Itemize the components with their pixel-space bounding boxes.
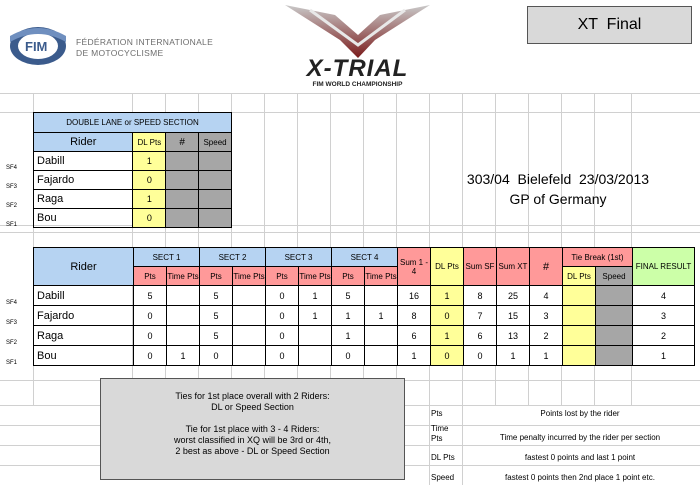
results-cell xyxy=(563,326,596,346)
dl-dlpts: 0 xyxy=(133,171,166,190)
col-pts: Pts xyxy=(266,267,299,286)
dl-rider: Dabill xyxy=(34,152,133,171)
results-cell xyxy=(299,326,332,346)
results-cell xyxy=(596,346,633,366)
ties-info-box xyxy=(100,378,405,480)
ties-line: Ties for 1st place overall with 2 Riders: xyxy=(175,391,330,401)
results-cell: 1 xyxy=(299,286,332,306)
ties-line: Tie for 1st place with 3 - 4 Riders: xyxy=(185,424,320,434)
results-row xyxy=(34,346,695,366)
dl-dlpts: 0 xyxy=(133,209,166,228)
results-cell: 6 xyxy=(398,326,431,346)
dl-speed-cell xyxy=(199,152,232,171)
results-rider: Fajardo xyxy=(34,306,134,326)
col-pts: Pts xyxy=(332,267,365,286)
results-cell: 1 xyxy=(497,346,530,366)
dl-row xyxy=(34,209,232,228)
results-cell: 1 xyxy=(365,306,398,326)
results-cell: 0 xyxy=(134,306,167,326)
results-cell: 8 xyxy=(398,306,431,326)
results-cell xyxy=(167,326,200,346)
results-cell: 16 xyxy=(398,286,431,306)
event-line2: GP of Germany xyxy=(509,191,607,207)
fim-line1: FÉDÉRATION INTERNATIONALE xyxy=(76,37,214,47)
col-time-pts: Time Pts xyxy=(167,267,200,286)
dl-row-tag: SF2 xyxy=(6,203,18,209)
results-cell xyxy=(563,286,596,306)
legend-key: DL Pts xyxy=(431,453,455,462)
results-cell: 0 xyxy=(134,326,167,346)
dl-rider: Raga xyxy=(34,190,133,209)
results-cell: 1 xyxy=(332,326,365,346)
results-cell: 7 xyxy=(464,306,497,326)
results-cell xyxy=(233,306,266,326)
ties-line: 2 best as above - DL or Speed Section xyxy=(175,446,330,456)
sect-header: SECT 3 xyxy=(266,248,332,267)
results-cell: 5 xyxy=(332,286,365,306)
fim-line2: DE MOTOCYCLISME xyxy=(76,48,164,58)
results-cell xyxy=(365,346,398,366)
fim-logo xyxy=(8,22,238,72)
results-cell: 0 xyxy=(464,346,497,366)
col-sum-xt: Sum XT xyxy=(497,248,530,286)
results-cell: 1 xyxy=(633,346,695,366)
results-cell xyxy=(563,346,596,366)
dl-rider: Fajardo xyxy=(34,171,133,190)
dl-row-tag: SF3 xyxy=(6,184,18,190)
results-cell: 4 xyxy=(530,286,563,306)
results-rider: Dabill xyxy=(34,286,134,306)
results-row xyxy=(34,286,695,306)
dl-table-title: DOUBLE LANE or SPEED SECTION xyxy=(34,113,232,133)
results-cell: 0 xyxy=(431,306,464,326)
results-cell: 3 xyxy=(633,306,695,326)
results-cell: 13 xyxy=(497,326,530,346)
results-cell: 0 xyxy=(266,346,299,366)
round-title: XT Final xyxy=(577,16,642,33)
results-cell xyxy=(365,286,398,306)
dl-hash-cell xyxy=(166,190,199,209)
results-cell: 1 xyxy=(332,306,365,326)
dl-row-tag: SF4 xyxy=(6,165,18,171)
double-lane-table xyxy=(33,112,232,228)
xtrial-logo xyxy=(280,0,435,92)
results-cell: 5 xyxy=(200,286,233,306)
col-sum14: Sum 1 - 4 xyxy=(398,248,431,286)
dl-col-rider: Rider xyxy=(34,133,133,152)
col-pts: Pts xyxy=(134,267,167,286)
results-col-rider: Rider xyxy=(34,248,134,286)
legend-key: Time Pts xyxy=(431,424,449,443)
col-time-pts: Time Pts xyxy=(233,267,266,286)
col-time-pts: Time Pts xyxy=(365,267,398,286)
dl-hash-cell xyxy=(166,152,199,171)
results-row xyxy=(34,326,695,346)
results-row xyxy=(34,306,695,326)
round-title-box xyxy=(527,6,692,44)
tb-col-speed: Speed xyxy=(596,267,633,286)
results-cell xyxy=(233,286,266,306)
ties-line: DL or Speed Section xyxy=(211,402,294,412)
results-cell: 0 xyxy=(332,346,365,366)
sect-header: SECT 1 xyxy=(134,248,200,267)
dl-dlpts: 1 xyxy=(133,152,166,171)
results-cell: 5 xyxy=(200,326,233,346)
dl-speed-cell xyxy=(199,190,232,209)
col-sum-sf: Sum SF xyxy=(464,248,497,286)
results-cell xyxy=(233,346,266,366)
results-cell: 15 xyxy=(497,306,530,326)
dl-col-speed: Speed xyxy=(199,133,232,152)
dl-hash-cell xyxy=(166,209,199,228)
dl-row xyxy=(34,171,232,190)
sect-header: SECT 2 xyxy=(200,248,266,267)
dl-dlpts: 1 xyxy=(133,190,166,209)
results-row-tag: SF4 xyxy=(6,300,18,306)
results-cell xyxy=(596,286,633,306)
results-cell xyxy=(167,306,200,326)
legend xyxy=(429,405,700,485)
dl-row xyxy=(34,152,232,171)
results-cell xyxy=(299,346,332,366)
results-cell: 1 xyxy=(431,286,464,306)
legend-desc: fastest 0 points and last 1 point xyxy=(524,453,636,462)
ties-line: worst classified in XQ will be 3rd or 4th, xyxy=(173,435,332,445)
results-cell: 4 xyxy=(633,286,695,306)
dl-col-dlpts: DL Pts xyxy=(133,133,166,152)
col-time-pts: Time Pts xyxy=(299,267,332,286)
results-cell: 1 xyxy=(299,306,332,326)
results-cell xyxy=(233,326,266,346)
legend-desc: Time penalty incurred by the rider per section xyxy=(499,433,661,442)
fim-abbr: FIM xyxy=(25,39,48,54)
dl-speed-cell xyxy=(199,209,232,228)
col-dl-pts: DL Pts xyxy=(431,248,464,286)
results-cell: 0 xyxy=(200,346,233,366)
legend-desc: Points lost by the rider xyxy=(540,409,620,418)
dl-rider: Bou xyxy=(34,209,133,228)
results-cell: 6 xyxy=(464,326,497,346)
dl-hash-cell xyxy=(166,171,199,190)
results-cell: 0 xyxy=(431,346,464,366)
results-cell: 5 xyxy=(200,306,233,326)
results-cell xyxy=(167,286,200,306)
event-line1: 303/04 Bielefeld 23/03/2013 xyxy=(466,171,650,187)
dl-col-hash: # xyxy=(166,133,199,152)
results-rider: Bou xyxy=(34,346,134,366)
col-hash: # xyxy=(530,248,563,286)
results-rider: Raga xyxy=(34,326,134,346)
results-cell: 2 xyxy=(530,326,563,346)
xtrial-x-emblem-icon xyxy=(280,0,435,60)
results-cell: 2 xyxy=(633,326,695,346)
xtrial-title: X-TRIAL xyxy=(306,55,409,82)
legend-key: Speed xyxy=(431,473,455,482)
results-cell xyxy=(563,306,596,326)
results-cell xyxy=(365,326,398,346)
results-cell: 1 xyxy=(398,346,431,366)
results-table xyxy=(33,247,695,366)
results-cell: 0 xyxy=(134,346,167,366)
results-row-tag: SF3 xyxy=(6,320,18,326)
col-pts: Pts xyxy=(200,267,233,286)
results-cell xyxy=(596,326,633,346)
results-cell: 3 xyxy=(530,306,563,326)
results-row-tag: SF1 xyxy=(6,360,18,366)
legend-key: Pts xyxy=(431,409,443,418)
legend-desc: fastest 0 points then 2nd place 1 point etc. xyxy=(505,473,655,482)
dl-row xyxy=(34,190,232,209)
results-cell: 5 xyxy=(134,286,167,306)
results-cell: 0 xyxy=(266,286,299,306)
results-cell xyxy=(596,306,633,326)
results-row-tag: SF2 xyxy=(6,340,18,346)
tie-break-header: Tie Break (1st) xyxy=(563,248,633,267)
tb-col-dl: DL Pts xyxy=(563,267,596,286)
results-cell: 0 xyxy=(266,306,299,326)
xtrial-subtitle: FIM WORLD CHAMPIONSHIP xyxy=(312,81,403,88)
results-cell: 1 xyxy=(530,346,563,366)
sect-header: SECT 4 xyxy=(332,248,398,267)
results-cell: 8 xyxy=(464,286,497,306)
results-cell: 1 xyxy=(431,326,464,346)
col-final-result: FINAL RESULT xyxy=(633,248,695,286)
dl-row-tag: SF1 xyxy=(6,222,18,228)
results-cell: 1 xyxy=(167,346,200,366)
results-cell: 0 xyxy=(266,326,299,346)
dl-speed-cell xyxy=(199,171,232,190)
results-cell: 25 xyxy=(497,286,530,306)
